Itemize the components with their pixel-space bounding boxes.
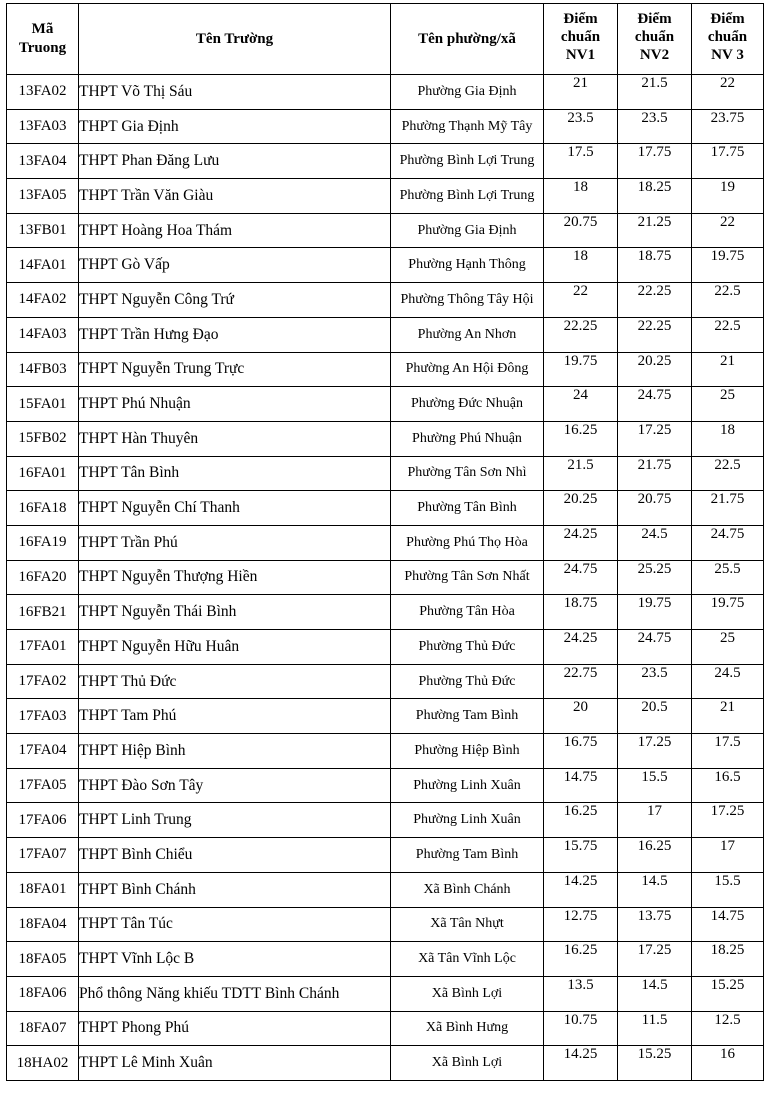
- table-row: [7, 179, 764, 214]
- header-score-nv2: Điểm chuẩn NV2: [618, 4, 692, 75]
- score-nv2-cell: 15.5: [618, 768, 692, 803]
- score-nv2-cell: 19.75: [618, 595, 692, 630]
- score-nv2-cell: 16.25: [618, 838, 692, 873]
- school-code-cell: 18FA04: [7, 907, 79, 942]
- ward-name-cell: Phường Tam Bình: [391, 699, 544, 734]
- score-nv2-cell: 21.75: [618, 456, 692, 491]
- table-row: [7, 352, 764, 387]
- ward-name-cell: Phường Tân Sơn Nhì: [391, 456, 544, 491]
- school-name-cell: THPT Gia Định: [79, 109, 391, 144]
- ward-name-cell: Phường Hiệp Bình: [391, 734, 544, 769]
- score-nv2-cell: 24.75: [618, 387, 692, 422]
- score-nv2-cell: 25.25: [618, 560, 692, 595]
- table-row: [7, 317, 764, 352]
- score-nv2-cell: 11.5: [618, 1011, 692, 1046]
- table-row: [7, 387, 764, 422]
- score-nv1-cell: 16.25: [544, 803, 618, 838]
- table-row: [7, 456, 764, 491]
- score-nv3-cell: 18.25: [692, 942, 764, 977]
- score-nv2-cell: 17.75: [618, 144, 692, 179]
- score-nv3-cell: 23.75: [692, 109, 764, 144]
- table-row: [7, 976, 764, 1011]
- score-nv1-cell: 16.25: [544, 942, 618, 977]
- score-nv2-cell: 20.25: [618, 352, 692, 387]
- ward-name-cell: Phường Gia Định: [391, 213, 544, 248]
- ward-name-cell: Phường Thạnh Mỹ Tây: [391, 109, 544, 144]
- header-score-nv1: Điểm chuẩn NV1: [544, 4, 618, 75]
- score-nv2-cell: 18.75: [618, 248, 692, 283]
- table-row: [7, 560, 764, 595]
- score-nv3-cell: 17: [692, 838, 764, 873]
- school-code-cell: 17FA03: [7, 699, 79, 734]
- ward-name-cell: Phường Phú Thọ Hòa: [391, 525, 544, 560]
- score-nv1-cell: 22.75: [544, 664, 618, 699]
- score-nv1-cell: 21: [544, 75, 618, 110]
- score-nv3-cell: 19.75: [692, 248, 764, 283]
- ward-name-cell: Xã Bình Chánh: [391, 872, 544, 907]
- score-nv1-cell: 17.5: [544, 144, 618, 179]
- score-nv1-cell: 20: [544, 699, 618, 734]
- school-name-cell: THPT Lê Minh Xuân: [79, 1046, 391, 1081]
- school-name-cell: THPT Trần Phú: [79, 525, 391, 560]
- score-nv2-cell: 22.25: [618, 283, 692, 318]
- score-nv1-cell: 21.5: [544, 456, 618, 491]
- school-code-cell: 13FA03: [7, 109, 79, 144]
- score-nv1-cell: 13.5: [544, 976, 618, 1011]
- score-nv3-cell: 12.5: [692, 1011, 764, 1046]
- table-row: [7, 109, 764, 144]
- table-row: [7, 525, 764, 560]
- table-row: [7, 699, 764, 734]
- ward-name-cell: Phường Tân Bình: [391, 491, 544, 526]
- score-nv3-cell: 16.5: [692, 768, 764, 803]
- score-nv3-cell: 25: [692, 387, 764, 422]
- school-name-cell: THPT Gò Vấp: [79, 248, 391, 283]
- school-code-cell: 13FA02: [7, 75, 79, 110]
- score-nv1-cell: 24.75: [544, 560, 618, 595]
- table-row: [7, 283, 764, 318]
- school-name-cell: THPT Nguyễn Chí Thanh: [79, 491, 391, 526]
- score-nv3-cell: 24.5: [692, 664, 764, 699]
- score-nv1-cell: 23.5: [544, 109, 618, 144]
- score-nv1-cell: 15.75: [544, 838, 618, 873]
- ward-name-cell: Phường Thủ Đức: [391, 664, 544, 699]
- ward-name-cell: Phường Bình Lợi Trung: [391, 144, 544, 179]
- school-code-cell: 18FA05: [7, 942, 79, 977]
- school-code-cell: 16FA19: [7, 525, 79, 560]
- score-nv2-cell: 23.5: [618, 664, 692, 699]
- school-name-cell: THPT Nguyễn Trung Trực: [79, 352, 391, 387]
- score-nv1-cell: 24: [544, 387, 618, 422]
- school-code-cell: 17FA05: [7, 768, 79, 803]
- school-code-cell: 18HA02: [7, 1046, 79, 1081]
- school-name-cell: THPT Võ Thị Sáu: [79, 75, 391, 110]
- table-row: [7, 734, 764, 769]
- ward-name-cell: Xã Tân Nhựt: [391, 907, 544, 942]
- ward-name-cell: Phường An Hội Đông: [391, 352, 544, 387]
- score-nv1-cell: 24.25: [544, 630, 618, 665]
- table-row: [7, 595, 764, 630]
- score-nv3-cell: 22: [692, 213, 764, 248]
- score-nv2-cell: 20.5: [618, 699, 692, 734]
- score-nv2-cell: 17: [618, 803, 692, 838]
- school-name-cell: THPT Phong Phú: [79, 1011, 391, 1046]
- ward-name-cell: Phường Linh Xuân: [391, 768, 544, 803]
- school-name-cell: THPT Phan Đăng Lưu: [79, 144, 391, 179]
- header-score-nv3: Điểm chuẩn NV 3: [692, 4, 764, 75]
- score-nv1-cell: 20.25: [544, 491, 618, 526]
- ward-name-cell: Phường An Nhơn: [391, 317, 544, 352]
- table-row: [7, 75, 764, 110]
- score-nv3-cell: 19: [692, 179, 764, 214]
- score-nv2-cell: 21.25: [618, 213, 692, 248]
- ward-name-cell: Phường Đức Nhuận: [391, 387, 544, 422]
- score-nv3-cell: 14.75: [692, 907, 764, 942]
- score-nv3-cell: 18: [692, 421, 764, 456]
- school-name-cell: THPT Bình Chánh: [79, 872, 391, 907]
- score-nv2-cell: 24.75: [618, 630, 692, 665]
- score-nv3-cell: 24.75: [692, 525, 764, 560]
- score-nv2-cell: 20.75: [618, 491, 692, 526]
- table-row: [7, 248, 764, 283]
- school-name-cell: THPT Đào Sơn Tây: [79, 768, 391, 803]
- header-ward-name: Tên phường/xã: [391, 4, 544, 75]
- score-nv3-cell: 21: [692, 699, 764, 734]
- school-name-cell: THPT Nguyễn Thái Bình: [79, 595, 391, 630]
- score-nv2-cell: 22.25: [618, 317, 692, 352]
- school-code-cell: 15FB02: [7, 421, 79, 456]
- school-name-cell: THPT Hàn Thuyên: [79, 421, 391, 456]
- ward-name-cell: Xã Bình Lợi: [391, 976, 544, 1011]
- score-nv2-cell: 17.25: [618, 734, 692, 769]
- score-nv3-cell: 15.5: [692, 872, 764, 907]
- school-code-cell: 16FA20: [7, 560, 79, 595]
- school-name-cell: THPT Trần Hưng Đạo: [79, 317, 391, 352]
- score-nv3-cell: 25: [692, 630, 764, 665]
- ward-name-cell: Phường Tân Sơn Nhất: [391, 560, 544, 595]
- table-row: [7, 942, 764, 977]
- score-nv2-cell: 13.75: [618, 907, 692, 942]
- score-nv2-cell: 14.5: [618, 976, 692, 1011]
- table-row: [7, 421, 764, 456]
- school-name-cell: THPT Hoàng Hoa Thám: [79, 213, 391, 248]
- table-row: [7, 630, 764, 665]
- score-nv3-cell: 17.5: [692, 734, 764, 769]
- score-nv3-cell: 17.75: [692, 144, 764, 179]
- score-nv1-cell: 18.75: [544, 595, 618, 630]
- score-nv3-cell: 22.5: [692, 317, 764, 352]
- score-nv3-cell: 16: [692, 1046, 764, 1081]
- school-name-cell: THPT Bình Chiểu: [79, 838, 391, 873]
- score-nv1-cell: 19.75: [544, 352, 618, 387]
- school-code-cell: 18FA06: [7, 976, 79, 1011]
- school-name-cell: THPT Vĩnh Lộc B: [79, 942, 391, 977]
- table-row: [7, 907, 764, 942]
- table-row: [7, 803, 764, 838]
- table-row: [7, 1046, 764, 1081]
- ward-name-cell: Phường Tam Bình: [391, 838, 544, 873]
- score-nv1-cell: 22: [544, 283, 618, 318]
- school-code-cell: 18FA07: [7, 1011, 79, 1046]
- ward-name-cell: Xã Bình Hưng: [391, 1011, 544, 1046]
- table-row: [7, 144, 764, 179]
- ward-name-cell: Phường Thủ Đức: [391, 630, 544, 665]
- school-code-cell: 17FA07: [7, 838, 79, 873]
- ward-name-cell: Phường Gia Định: [391, 75, 544, 110]
- score-nv1-cell: 14.25: [544, 872, 618, 907]
- score-nv1-cell: 16.75: [544, 734, 618, 769]
- header-school-name: Tên Trường: [79, 4, 391, 75]
- table-row: [7, 872, 764, 907]
- school-code-cell: 17FA06: [7, 803, 79, 838]
- header-row: [7, 4, 764, 75]
- table-row: [7, 213, 764, 248]
- score-nv1-cell: 24.25: [544, 525, 618, 560]
- score-nv1-cell: 12.75: [544, 907, 618, 942]
- school-code-cell: 16FA01: [7, 456, 79, 491]
- school-code-cell: 18FA01: [7, 872, 79, 907]
- school-code-cell: 16FB21: [7, 595, 79, 630]
- score-nv3-cell: 19.75: [692, 595, 764, 630]
- school-name-cell: THPT Hiệp Bình: [79, 734, 391, 769]
- school-name-cell: THPT Tân Bình: [79, 456, 391, 491]
- table-row: [7, 664, 764, 699]
- school-name-cell: THPT Nguyễn Thượng Hiền: [79, 560, 391, 595]
- school-code-cell: 14FA02: [7, 283, 79, 318]
- score-nv1-cell: 10.75: [544, 1011, 618, 1046]
- score-nv1-cell: 22.25: [544, 317, 618, 352]
- score-nv2-cell: 17.25: [618, 421, 692, 456]
- table-row: [7, 1011, 764, 1046]
- score-nv3-cell: 25.5: [692, 560, 764, 595]
- score-nv3-cell: 22.5: [692, 456, 764, 491]
- ward-name-cell: Phường Thông Tây Hội: [391, 283, 544, 318]
- score-nv1-cell: 14.25: [544, 1046, 618, 1081]
- score-nv3-cell: 22: [692, 75, 764, 110]
- school-code-cell: 14FA03: [7, 317, 79, 352]
- score-nv1-cell: 20.75: [544, 213, 618, 248]
- table-row: [7, 491, 764, 526]
- score-nv2-cell: 24.5: [618, 525, 692, 560]
- score-nv3-cell: 17.25: [692, 803, 764, 838]
- school-name-cell: THPT Tam Phú: [79, 699, 391, 734]
- school-name-cell: THPT Linh Trung: [79, 803, 391, 838]
- school-name-cell: Phổ thông Năng khiếu TDTT Bình Chánh: [79, 976, 391, 1011]
- score-nv3-cell: 21.75: [692, 491, 764, 526]
- score-nv2-cell: 21.5: [618, 75, 692, 110]
- ward-name-cell: Phường Hạnh Thông: [391, 248, 544, 283]
- school-code-cell: 16FA18: [7, 491, 79, 526]
- school-name-cell: THPT Trần Văn Giàu: [79, 179, 391, 214]
- score-nv3-cell: 15.25: [692, 976, 764, 1011]
- score-nv3-cell: 21: [692, 352, 764, 387]
- score-nv1-cell: 14.75: [544, 768, 618, 803]
- score-nv2-cell: 15.25: [618, 1046, 692, 1081]
- school-name-cell: THPT Thủ Đức: [79, 664, 391, 699]
- school-name-cell: THPT Tân Túc: [79, 907, 391, 942]
- header-school-code: Mã Truong: [7, 4, 79, 75]
- ward-name-cell: Xã Tân Vĩnh Lộc: [391, 942, 544, 977]
- school-code-cell: 17FA02: [7, 664, 79, 699]
- score-nv2-cell: 17.25: [618, 942, 692, 977]
- score-nv1-cell: 18: [544, 179, 618, 214]
- school-code-cell: 13FB01: [7, 213, 79, 248]
- ward-name-cell: Phường Linh Xuân: [391, 803, 544, 838]
- table-row: [7, 768, 764, 803]
- score-nv1-cell: 16.25: [544, 421, 618, 456]
- admission-scores-table: [6, 3, 764, 1081]
- school-code-cell: 17FA04: [7, 734, 79, 769]
- score-nv1-cell: 18: [544, 248, 618, 283]
- ward-name-cell: Phường Tân Hòa: [391, 595, 544, 630]
- score-nv3-cell: 22.5: [692, 283, 764, 318]
- score-nv2-cell: 14.5: [618, 872, 692, 907]
- score-nv2-cell: 23.5: [618, 109, 692, 144]
- ward-name-cell: Phường Bình Lợi Trung: [391, 179, 544, 214]
- ward-name-cell: Phường Phú Nhuận: [391, 421, 544, 456]
- score-nv2-cell: 18.25: [618, 179, 692, 214]
- school-code-cell: 14FB03: [7, 352, 79, 387]
- school-code-cell: 13FA04: [7, 144, 79, 179]
- school-code-cell: 15FA01: [7, 387, 79, 422]
- school-name-cell: THPT Nguyễn Hữu Huân: [79, 630, 391, 665]
- school-name-cell: THPT Nguyễn Công Trứ: [79, 283, 391, 318]
- table-row: [7, 838, 764, 873]
- school-code-cell: 14FA01: [7, 248, 79, 283]
- school-code-cell: 13FA05: [7, 179, 79, 214]
- school-code-cell: 17FA01: [7, 630, 79, 665]
- ward-name-cell: Xã Bình Lợi: [391, 1046, 544, 1081]
- school-name-cell: THPT Phú Nhuận: [79, 387, 391, 422]
